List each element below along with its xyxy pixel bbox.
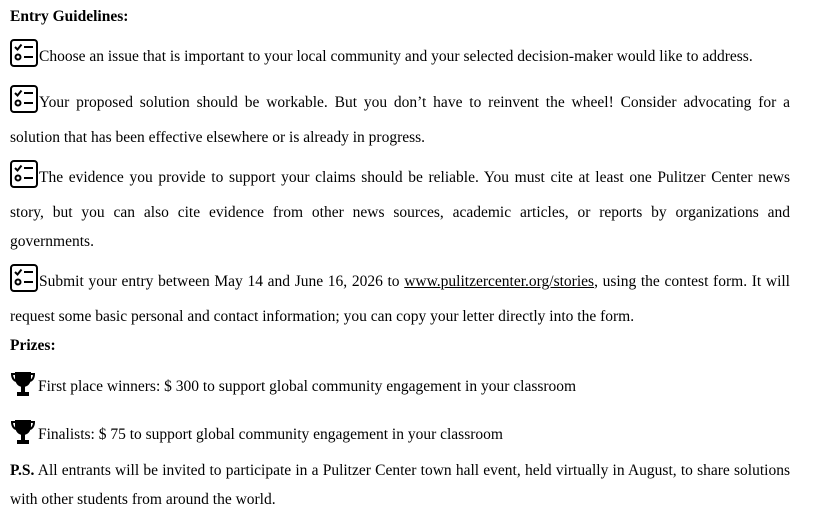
prize-text: Finalists: $ 75 to support global community engagement in your classroom: [38, 426, 503, 443]
prize-item: [10, 408, 790, 456]
checklist-icon: [10, 39, 38, 77]
trophy-icon: [10, 370, 36, 408]
prizes-heading: Prizes:: [10, 337, 56, 354]
checklist-icon: [10, 264, 38, 302]
guideline-text: Submit your entry between May 14 and June 16, 2026 to: [39, 273, 405, 290]
guideline-item: [10, 77, 790, 152]
ps-text: All entrants will be invited to participate in a Pulitzer Center town hall event, held virtually in August, to share solutions with other students from around the world.: [10, 462, 790, 508]
checklist-icon: [10, 160, 38, 198]
guideline-text: Your proposed solution should be workable. But you don’t have to reinvent the wheel! Consider advocating for a solution that has been effective elsewhere or is already in progress.: [10, 94, 790, 146]
guideline-text: The evidence you provide to support your claims should be reliable. You must cite at least one Pulitzer Center news story, but you can also cite evidence from other news sources, academic articles, or reports by organizations and governments.: [10, 169, 790, 250]
ps-paragraph: [10, 456, 790, 514]
guideline-item: [10, 152, 790, 256]
checklist-icon: [10, 85, 38, 123]
guideline-text: Choose an issue that is important to your local community and your selected decision-maker would like to address.: [39, 48, 753, 65]
pulitzer-stories-link[interactable]: www.pulitzercenter.org/stories: [404, 273, 595, 290]
prize-text: First place winners: $ 300 to support global community engagement in your classroom: [38, 378, 577, 395]
ps-label: P.S.: [10, 462, 35, 479]
guideline-item: [10, 31, 790, 77]
entry-guidelines-heading: Entry Guidelines:: [10, 8, 129, 25]
guideline-text: , using the contest form. It will request some basic personal and contact information; you can copy your letter directly into the form.: [10, 273, 790, 325]
trophy-icon: [10, 418, 36, 456]
guideline-item: [10, 256, 790, 331]
document-page: [10, 0, 790, 514]
prize-item: [10, 360, 790, 408]
